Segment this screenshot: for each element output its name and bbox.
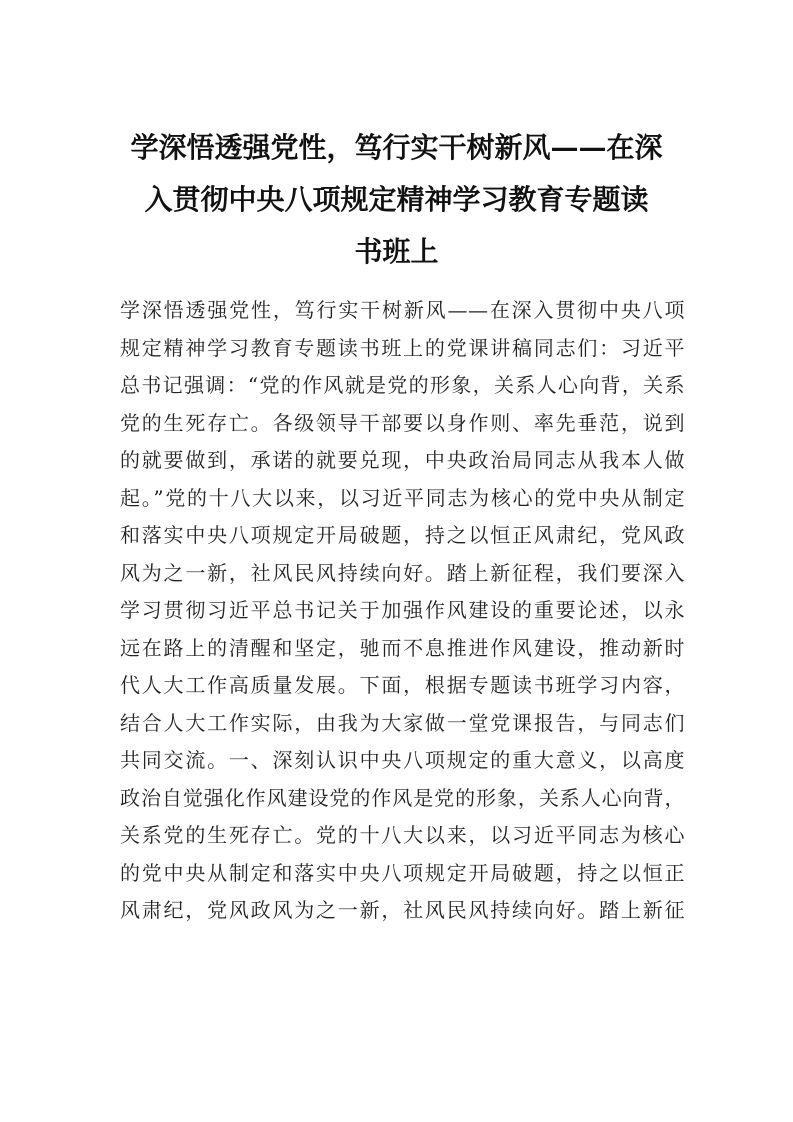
body-line: 政治自觉强化作风建设党的作风是党的形象，关系人心向背， <box>120 785 685 810</box>
body-line: 风肃纪，党风政风为之一新，社风民风持续向好。踏上新征 <box>120 898 685 922</box>
title-line-2: 入贯彻中央八项规定精神学习教育专题读 <box>144 183 649 216</box>
title-line-3: 书班上 <box>354 235 439 268</box>
body-line: 总书记强调：“党的作风就是党的形象，关系人心向背，关系 <box>120 373 685 397</box>
body-line: 结合人大工作实际，由我为大家做一堂党课报告，与同志们 <box>120 710 685 735</box>
body-line: 学习贯彻习近平总书记关于加强作风建设的重要论述，以永 <box>120 598 685 622</box>
title-line-1: 学深悟透强党性，笃行实干树新风——在深 <box>130 131 663 164</box>
body-line: 和落实中央八项规定开局破题，持之以恒正风肃纪，党风政 <box>120 523 685 547</box>
body-line: 学深悟透强党性，笃行实干树新风——在深入贯彻中央八项 <box>120 298 685 322</box>
body-line: 规定精神学习教育专题读书班上的党课讲稿同志们：习近平 <box>120 335 685 360</box>
body-line: 起。”党的十八大以来，以习近平同志为核心的党中央从制定 <box>120 485 685 510</box>
body-line: 远在路上的清醒和坚定，驰而不息推进作风建设，推动新时 <box>120 635 685 660</box>
body-line: 共同交流。一、深刻认识中央八项规定的重大意义，以高度 <box>120 748 685 772</box>
document-body <box>120 292 685 930</box>
body-line: 风为之一新，社风民风持续向好。踏上新征程，我们要深入 <box>120 560 685 585</box>
body-line: 党的生死存亡。各级领导干部要以身作则、率先垂范，说到 <box>120 410 685 435</box>
body-line: 的党中央从制定和落实中央八项规定开局破题，持之以恒正 <box>120 860 685 885</box>
body-line: 代人大工作高质量发展。下面，根据专题读书班学习内容， <box>120 673 685 697</box>
body-line: 的就要做到，承诺的就要兑现，中央政治局同志从我本人做 <box>120 448 685 472</box>
body-line: 关系党的生死存亡。党的十八大以来，以习近平同志为核心 <box>120 823 685 847</box>
document-title <box>110 122 683 278</box>
